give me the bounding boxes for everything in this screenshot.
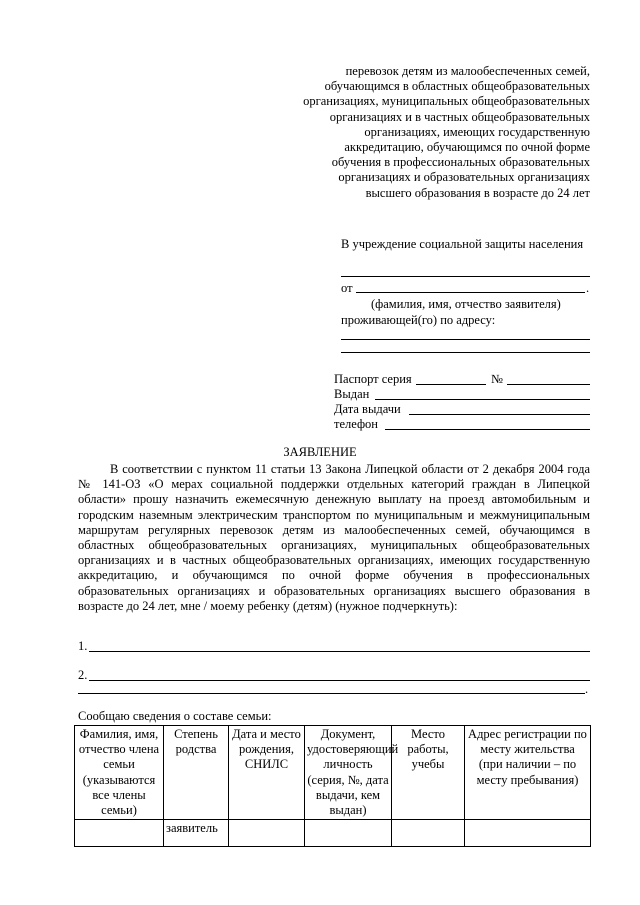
- phone-field[interactable]: [385, 429, 590, 430]
- document-title: ЗАЯВЛЕНИЕ: [283, 445, 357, 459]
- residing-label: проживающей(го) по адресу:: [341, 313, 496, 327]
- from-hint: (фамилия, имя, отчество заявителя): [371, 297, 561, 311]
- table-cell[interactable]: [305, 820, 392, 847]
- table-cell[interactable]: [229, 820, 305, 847]
- from-period: .: [586, 281, 590, 295]
- col-address: Адрес регистрации по месту жительства (при наличии – по месту пребывания): [465, 726, 591, 820]
- address-field-2[interactable]: [341, 352, 590, 353]
- header-line: организациях и в частных общеобразовательных: [329, 109, 590, 124]
- item-2-label: 2.: [78, 668, 88, 682]
- issue-date-label: Дата выдачи: [334, 402, 401, 416]
- header-line: обучающимся в областных общеобразовательных: [324, 79, 590, 94]
- application-body: В соответствии с пунктом 11 статьи 13 Закона Липецкой области от 2 декабря 2004 года № 141-ОЗ «О мерах социальной поддержки отдельных категорий граждан в Липецкой области» прошу назначить ежемесячную денежную выплату на проезд автомобильным и городским наземным электрическим транспортом по муниципальным и межмуниципальным маршрутам регулярных перевозок детям из малообеспеченных семей, обучающимся в областных общеобразовательных организациях, муниципальных общеобразовательных организациях и в частных общеобразовательных организациях, имеющих государственную аккредитацию, и обучающимся по очной форме обучения в профессиональных образовательных организациях и образовательных организациях высшего образования в возрасте до 24 лет, мне / моему ребенку (детям) (нужное подчеркнуть):: [78, 462, 590, 613]
- blank-line[interactable]: [341, 276, 590, 277]
- family-caption: Сообщаю сведения о составе семьи:: [78, 709, 272, 723]
- applicant-name-field[interactable]: [356, 292, 585, 293]
- phone-label: телефон: [334, 417, 378, 431]
- family-table: [74, 725, 591, 847]
- col-birth: Дата и место рождения, СНИЛС: [229, 726, 305, 820]
- table-cell[interactable]: [392, 820, 465, 847]
- header-line: высшего образования в возрасте до 24 лет: [365, 185, 590, 200]
- item-1-field[interactable]: [89, 651, 590, 652]
- item-2-field[interactable]: [89, 680, 590, 681]
- passport-series-label: Паспорт серия: [334, 372, 412, 386]
- addressee-to: В учреждение социальной защиты населения: [341, 237, 584, 251]
- issued-by-label: Выдан: [334, 387, 370, 401]
- item-end-period: .: [585, 682, 589, 696]
- passport-number-label: №: [491, 372, 503, 386]
- table-cell: заявитель: [164, 820, 229, 847]
- from-label: от: [341, 281, 353, 295]
- header-line: организациях и образовательных организациях: [338, 170, 590, 185]
- issued-by-field[interactable]: [375, 399, 590, 400]
- item-1-label: 1.: [78, 639, 88, 653]
- table-header-row: [75, 726, 591, 820]
- passport-number-field[interactable]: [507, 384, 590, 385]
- address-field-1[interactable]: [341, 339, 590, 340]
- table-cell[interactable]: [75, 820, 164, 847]
- table-row: [75, 820, 591, 847]
- col-work: Место работы, учебы: [392, 726, 465, 820]
- col-name: Фамилия, имя, отчество члена семьи (указываются все члены семьи): [75, 726, 164, 820]
- header-line: перевозок детям из малообеспеченных семей,: [345, 64, 590, 78]
- item-extra-field[interactable]: [78, 693, 585, 694]
- header-line: организациях, муниципальных общеобразовательных: [303, 94, 590, 109]
- form-header: [290, 64, 590, 201]
- col-relation: Степень родства: [164, 726, 229, 820]
- header-line: обучения в профессиональных образовательных: [331, 155, 590, 170]
- table-cell[interactable]: [465, 820, 591, 847]
- header-line: организациях, имеющих государственную: [364, 124, 590, 139]
- col-document: Документ, удостоверяющий личность (серия, №, дата выдачи, кем выдан): [305, 726, 392, 820]
- passport-series-field[interactable]: [416, 384, 486, 385]
- header-line: аккредитацию, обучающимся по очной форме: [344, 140, 590, 155]
- issue-date-field[interactable]: [409, 414, 590, 415]
